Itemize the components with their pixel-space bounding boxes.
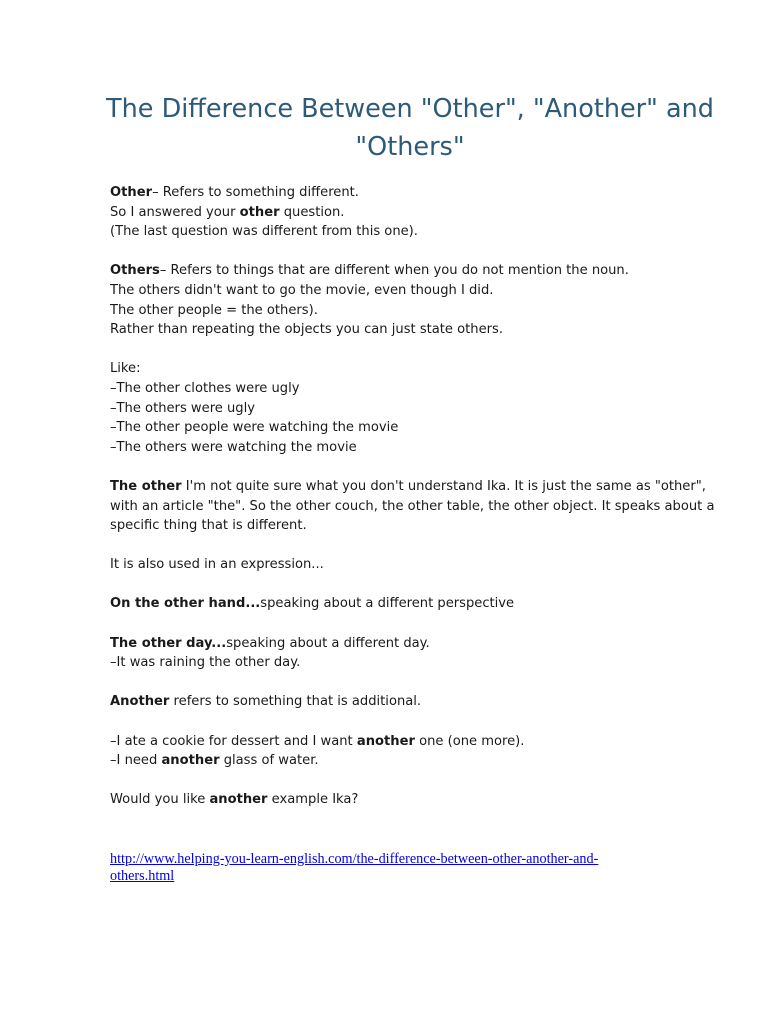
spacer [110, 575, 750, 595]
spacer [110, 614, 750, 634]
another-example-2-bold: another [161, 753, 220, 769]
the-other-line-2: with an article "the". So the other couch, the other table, the other object. It speaks about a [110, 498, 715, 514]
another-example-2-post: glass of water. [219, 753, 319, 769]
others-definition: – Refers to things that are different when you do not mention the noun. [159, 263, 629, 279]
term-others: Others [110, 263, 160, 279]
another-example-2 [110, 751, 750, 771]
another-example-1-pre: –I ate a cookie for dessert and I want [110, 733, 357, 749]
spacer [110, 673, 750, 693]
other-example-1-pre: So I answered your [110, 204, 240, 220]
source-link-block [110, 851, 750, 885]
other-hand-line [110, 594, 750, 614]
like-item: –The other clothes were ugly [110, 380, 300, 396]
spacer [110, 457, 750, 477]
spacer [110, 712, 750, 732]
other-day-text: speaking about a different day. [226, 635, 430, 651]
another-example-2-pre: –I need [110, 753, 162, 769]
others-example-3: Rather than repeating the objects you can just state others. [110, 322, 504, 338]
other-example-1-post: question. [279, 204, 345, 220]
other-hand-text: speaking about a different perspective [260, 596, 515, 612]
title-line-2: "Others" [355, 132, 465, 162]
source-link-line-1[interactable]: http://www.helping-you-learn-english.com/the-difference-between-other-another-and- [110, 851, 599, 867]
like-heading: Like: [110, 361, 141, 377]
term-the-other-day: The other day... [110, 635, 227, 651]
others-definition-line [110, 261, 750, 281]
the-other-line-3: specific thing that is different. [110, 518, 307, 534]
term-other: Other [110, 185, 153, 200]
another-definition-line [110, 692, 750, 712]
other-definition: – Refers to something different. [152, 185, 359, 200]
another-definition: refers to something that is additional. [169, 694, 422, 710]
other-example-1-bold: other [239, 204, 280, 220]
like-item: –The others were watching the movie [110, 439, 357, 455]
other-example-1 [110, 203, 750, 223]
another-example-1 [110, 732, 750, 752]
other-day-line [110, 634, 750, 654]
spacer [110, 771, 750, 791]
others-example-2: The other people = the others). [110, 302, 318, 318]
spacer [110, 536, 750, 556]
page-title [60, 90, 760, 166]
spacer [110, 242, 750, 262]
title-line-1: The Difference Between "Other", "Another" and [106, 94, 714, 124]
another-question-post: example Ika? [267, 792, 359, 808]
another-example-1-post: one (one more). [414, 733, 525, 749]
another-question [110, 790, 750, 810]
document-body [110, 183, 750, 810]
term-another: Another [110, 694, 170, 710]
source-link[interactable] [110, 851, 598, 884]
others-example-1: The others didn't want to go the movie, even though I did. [110, 282, 494, 298]
other-definition-line [110, 183, 750, 203]
other-example-2: (The last question was different from this one). [110, 224, 418, 240]
term-on-the-other-hand: On the other hand... [110, 596, 261, 612]
the-other-line-1 [110, 477, 750, 497]
the-other-text-1: I'm not quite sure what you don't understand Ika. It is just the same as "other", [181, 478, 706, 494]
expression-line: It is also used in an expression... [110, 557, 324, 573]
source-link-line-2[interactable]: others.html [110, 868, 175, 884]
like-item: –The others were ugly [110, 400, 256, 416]
another-question-bold: another [209, 792, 268, 808]
spacer [110, 340, 750, 360]
like-item: –The other people were watching the movie [110, 420, 399, 436]
term-the-other: The other [110, 478, 182, 494]
another-example-1-bold: another [356, 733, 415, 749]
other-day-example: –It was raining the other day. [110, 655, 301, 671]
another-question-pre: Would you like [110, 792, 210, 808]
